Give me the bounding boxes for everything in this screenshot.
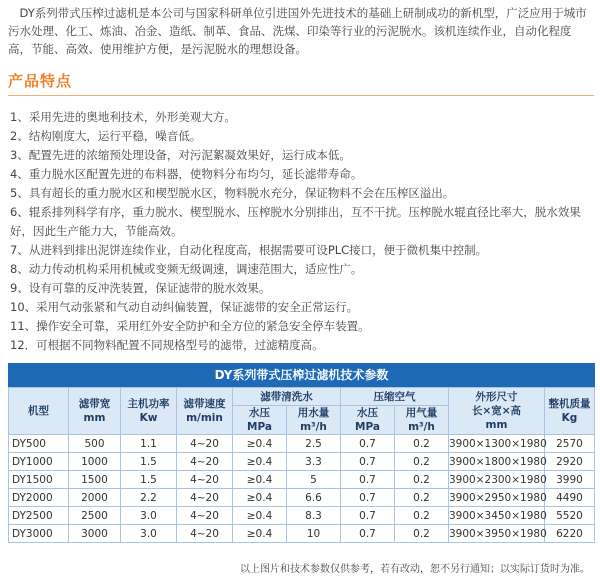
table-cell: 2500 [69,507,121,525]
header-air: 压缩空气 [341,388,449,406]
table-cell: DY1500 [9,471,69,489]
table-cell: 3900×1300×1980 [449,435,545,453]
table-cell: 4~20 [177,525,233,543]
table-cell: 1.5 [121,471,177,489]
feature-item: 7、从进料到排出泥饼连续作业，自动化程度高，根据需要可设PLC接口，便于微机集中控制。 [10,243,488,257]
table-cell: 0.7 [341,525,395,543]
table-cell: 3900×2950×1980 [449,489,545,507]
table-cell: 4~20 [177,489,233,507]
table-cell: 5 [287,471,341,489]
header-wash: 滤带清洗水 [233,388,341,406]
table-cell: ≥0.4 [233,507,287,525]
feature-item: 5、具有超长的重力脱水区和楔型脱水区，物料脱水充分，保证物料不会在压榨区溢出。 [10,186,455,200]
table-cell: 500 [69,435,121,453]
table-cell: 0.2 [395,453,449,471]
header-air-pressure: 水压 MPa [341,406,395,435]
feature-item: 2、结构刚度大，运行平稳，噪音低。 [10,129,202,143]
section-title: 产品特点 [8,72,73,90]
table-cell: 0.2 [395,489,449,507]
table-cell: 8.3 [287,507,341,525]
table-row [9,507,595,525]
table-cell: ≥0.4 [233,453,287,471]
feature-item: 9、设有可靠的反冲洗装置，保证滤带的脱水效果。 [10,281,271,295]
table-cell: ≥0.4 [233,489,287,507]
feature-item: 11、操作安全可靠，采用红外安全防护和全方位的紧急安全停车装置。 [10,319,370,333]
table-cell: 0.7 [341,453,395,471]
table-cell: 4~20 [177,435,233,453]
feature-item: 8、动力传动机构采用机械或变频无级调速，调速范围大，适应性广。 [10,262,363,276]
table-cell: 3.3 [287,453,341,471]
table-cell: 2.2 [121,489,177,507]
header-wash-pressure: 水压 MPa [233,406,287,435]
feature-item: 12．可根据不同物料配置不同规格型号的滤带，过滤精度高。 [10,338,324,352]
intro-paragraph: DY系列带式压榨过滤机是本公司与国家科研单位引进国外先进技术的基础上研制成功的新机型，广泛应用于城市污水处理、化工、炼油、冶金、造纸、制革、食品、洗煤、印染等行业的污泥脱水。该机连续作业，自动化程度高，节能、高效、使用维护方便，是污泥脱水的理想设备。 [8,6,587,56]
header-model: 机型 [9,388,69,435]
table-cell: 0.7 [341,471,395,489]
table-cell: 0.2 [395,471,449,489]
header-power: 主机功率 Kw [121,388,177,435]
table-cell: 0.7 [341,489,395,507]
table-cell: 3900×1800×1980 [449,453,545,471]
feature-list [8,108,594,355]
table-cell: 4~20 [177,471,233,489]
table-cell: 4490 [545,489,595,507]
table-cell: 2920 [545,453,595,471]
spec-table-title: DY系列带式压榨过滤机技术参数 [8,363,595,387]
header-air-volume: 用气量 m³/h [395,406,449,435]
header-weight: 整机质量 Kg [545,388,595,435]
header-wash-volume: 用水量 m³/h [287,406,341,435]
table-row [9,435,595,453]
table-cell: 0.7 [341,435,395,453]
footnote: 以上图片和技术参数仅供参考，若有改动，恕不另行通知；以实际订货时为准。 [240,564,590,575]
table-row [9,453,595,471]
feature-item: 10、采用气动张紧和气动自动纠偏装置，保证滤带的安全正常运行。 [10,300,359,314]
table-cell: DY3000 [9,525,69,543]
header-dims: 外形尺寸 长×宽×高 mm [449,388,545,435]
header-belt-width: 滤带宽 mm [69,388,121,435]
feature-item: 1、采用先进的奥地利技术，外形美观大方。 [10,110,236,124]
table-cell: 6.6 [287,489,341,507]
table-cell: 0.2 [395,507,449,525]
table-cell: 3900×3450×1980 [449,507,545,525]
table-cell: ≥0.4 [233,525,287,543]
table-cell: 2000 [69,489,121,507]
table-cell: 0.2 [395,525,449,543]
header-speed: 滤带速度 m/min [177,388,233,435]
table-cell: 2570 [545,435,595,453]
table-cell: 4~20 [177,507,233,525]
table-cell: ≥0.4 [233,435,287,453]
table-cell: 1500 [69,471,121,489]
header-row [9,388,595,406]
table-cell: 2.5 [287,435,341,453]
table-cell: 3900×2300×1980 [449,471,545,489]
section-divider [8,95,594,96]
table-cell: 10 [287,525,341,543]
spec-table [8,363,595,543]
table-cell: 3.0 [121,525,177,543]
table-row [9,525,595,543]
table-cell: 1000 [69,453,121,471]
table-cell: 5520 [545,507,595,525]
table-cell: 3900×3950×1980 [449,525,545,543]
table-cell: 1.5 [121,453,177,471]
table-cell: 4~20 [177,453,233,471]
table-cell: 0.2 [395,435,449,453]
table-cell: ≥0.4 [233,471,287,489]
table-cell: 3990 [545,471,595,489]
table-cell: 3.0 [121,507,177,525]
table-cell: 1.1 [121,435,177,453]
table-cell: DY2500 [9,507,69,525]
table-cell: 6220 [545,525,595,543]
feature-item: 3、配置先进的浓缩预处理设备，对污泥絮凝效果好，运行成本低。 [10,148,351,162]
table-cell: DY1000 [9,453,69,471]
table-cell: DY500 [9,435,69,453]
table-cell: 3000 [69,525,121,543]
spec-table-body [9,435,595,543]
feature-item: 6、辊系排列科学有序，重力脱水、楔型脱水、压榨脱水分别排出，互不干扰。压榨脱水辊直径比率大，脱水效果好，因此生产能力大，节能高效。 [10,205,581,238]
table-cell: DY2000 [9,489,69,507]
feature-item: 4、重力脱水区配置先进的布料器，使物料分布均匀，延长滤带寿命。 [10,167,363,181]
table-row [9,471,595,489]
table-row [9,489,595,507]
table-cell: 0.7 [341,507,395,525]
